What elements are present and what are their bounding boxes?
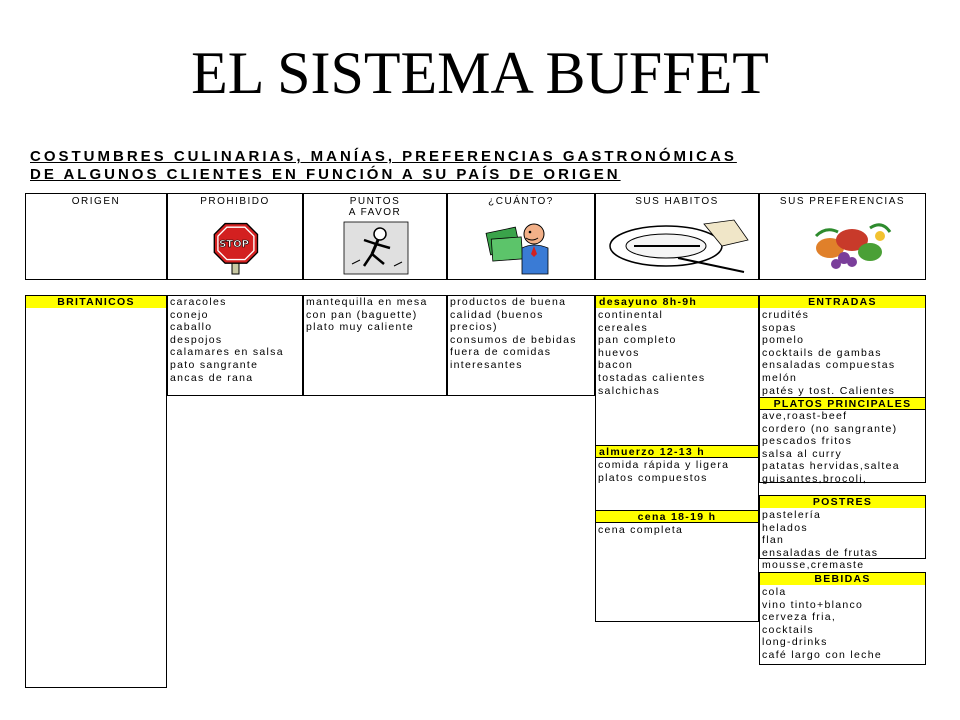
- bebidas-item: long-drinks: [762, 636, 828, 649]
- entradas-platos-box: [759, 295, 926, 483]
- platos-principales-label: PLATOS PRINCIPALES: [760, 397, 925, 410]
- cuanto-item: productos de buena: [450, 296, 567, 308]
- desayuno-item: huevos: [598, 346, 640, 359]
- cena-list: [598, 524, 683, 537]
- postres-box: [759, 495, 926, 572]
- postres-list: [762, 509, 878, 572]
- platos-item: salsa al curry: [762, 447, 843, 460]
- postres-item: flan: [762, 534, 785, 547]
- entradas-list: [762, 309, 895, 397]
- puntos-cell: [303, 295, 447, 396]
- puntos-item: plato muy caliente: [306, 321, 415, 334]
- cuanto-item: precios): [450, 321, 498, 334]
- postres-item: helados: [762, 521, 808, 534]
- happy-man-icon: [338, 220, 414, 276]
- postres-item: mousse,cremaste: [762, 559, 865, 572]
- entradas-item: pomelo: [762, 334, 805, 347]
- desayuno-item: continental: [598, 309, 664, 321]
- origen-label: BRITANICOS: [26, 296, 166, 308]
- platos-item: pescados fritos: [762, 435, 853, 448]
- prohibido-item: pato sangrante: [170, 358, 259, 371]
- entradas-item: cocktails de gambas: [762, 346, 882, 359]
- header-puntos-a-favor: [303, 193, 447, 280]
- entradas-item: sopas: [762, 321, 797, 334]
- svg-text:STOP: STOP: [219, 239, 249, 250]
- entradas-item: ensaladas compuestas: [762, 359, 896, 372]
- prohibido-item: conejo: [170, 308, 209, 321]
- almuerzo-item: comida rápida y ligera: [598, 459, 730, 471]
- header-prohibido: [167, 193, 303, 280]
- bebidas-label: BEBIDAS: [760, 573, 925, 585]
- bebidas-box: [759, 572, 926, 665]
- stop-sign-icon: [208, 220, 264, 276]
- header-habitos: [595, 193, 759, 280]
- platos-item: guisantes,brocoli,: [762, 472, 868, 485]
- cuanto-list: [450, 296, 577, 372]
- header-habitos-label: SUS HABITOS: [635, 196, 719, 207]
- entradas-item: melón: [762, 371, 798, 384]
- prohibido-item: caracoles: [170, 296, 227, 308]
- entradas-item: patés y tost. Calientes: [762, 384, 896, 397]
- bebidas-item: vino tinto+blanco: [762, 598, 864, 611]
- header-prohibido-label: PROHIBIDO: [200, 196, 270, 207]
- postres-item: pastelería: [762, 509, 822, 521]
- prohibido-cell: [167, 295, 303, 396]
- fruit-vegetables-icon: [800, 214, 896, 278]
- platos-item: ave,roast-beef: [762, 410, 848, 422]
- cuanto-item: calidad (buenos: [450, 308, 544, 321]
- header-origen: [25, 193, 167, 280]
- platos-list: [762, 410, 900, 486]
- cuanto-item: interesantes: [450, 358, 523, 371]
- header-cuanto: [447, 193, 595, 280]
- cena-item: cena completa: [598, 524, 684, 536]
- prohibido-item: ancas de rana: [170, 371, 254, 384]
- almuerzo-list: [598, 459, 729, 484]
- bebidas-item: cola: [762, 586, 787, 598]
- almuerzo-item: platos compuestos: [598, 471, 708, 484]
- desayuno-item: bacon: [598, 359, 634, 372]
- header-puntos-label: PUNTOS A FAVOR: [348, 196, 402, 218]
- desayuno-list: [598, 309, 705, 397]
- desayuno-item: pan completo: [598, 334, 677, 347]
- dinner-plate-icon: [604, 216, 754, 278]
- bebidas-item: cocktails: [762, 623, 814, 636]
- puntos-item: con pan (baguette): [306, 308, 418, 321]
- platos-item: patatas hervidas,saltea: [762, 460, 900, 473]
- cuanto-item: consumos de bebidas: [450, 333, 577, 346]
- subtitle-line-1: COSTUMBRES CULINARIAS, MANÍAS, PREFERENCIAS GASTRONÓMICAS: [30, 148, 737, 165]
- header-cuanto-label: ¿CUÁNTO?: [488, 196, 554, 207]
- bebidas-item: café largo con leche: [762, 648, 882, 661]
- cuanto-item: fuera de comidas: [450, 346, 552, 359]
- prohibido-item: calamares en salsa: [170, 346, 284, 359]
- page-title: EL SISTEMA BUFFET: [191, 40, 769, 106]
- origen-column: [25, 295, 167, 688]
- subtitle-line-2: DE ALGUNOS CLIENTES EN FUNCIÓN A SU PAÍS DE ORIGEN: [30, 166, 621, 183]
- desayuno-item: tostadas calientes: [598, 371, 706, 384]
- desayuno-label: desayuno 8h-9h: [596, 296, 758, 308]
- entradas-label: ENTRADAS: [760, 296, 925, 308]
- prohibido-item: despojos: [170, 333, 223, 346]
- puntos-list: [306, 296, 428, 334]
- entradas-item: crudités: [762, 309, 810, 321]
- desayuno-item: salchichas: [598, 384, 661, 397]
- money-man-icon: [482, 218, 560, 276]
- platos-item: cordero (no sangrante): [762, 422, 898, 435]
- header-preferencias: [759, 193, 926, 280]
- postres-label: POSTRES: [760, 496, 925, 508]
- puntos-item: mantequilla en mesa: [306, 296, 428, 308]
- almuerzo-label: almuerzo 12-13 h: [596, 445, 758, 458]
- header-preferencias-label: SUS PREFERENCIAS: [779, 196, 906, 207]
- bebidas-item: cerveza fria,: [762, 611, 837, 624]
- header-origen-label: ORIGEN: [71, 196, 121, 207]
- prohibido-item: caballo: [170, 321, 213, 334]
- desayuno-item: cereales: [598, 321, 649, 334]
- habitos-column: [595, 295, 759, 622]
- prohibido-list: [170, 296, 284, 384]
- cena-label: cena 18-19 h: [596, 510, 758, 523]
- bebidas-list: [762, 586, 882, 662]
- cuanto-cell: [447, 295, 595, 396]
- postres-item: ensaladas de frutas: [762, 546, 879, 559]
